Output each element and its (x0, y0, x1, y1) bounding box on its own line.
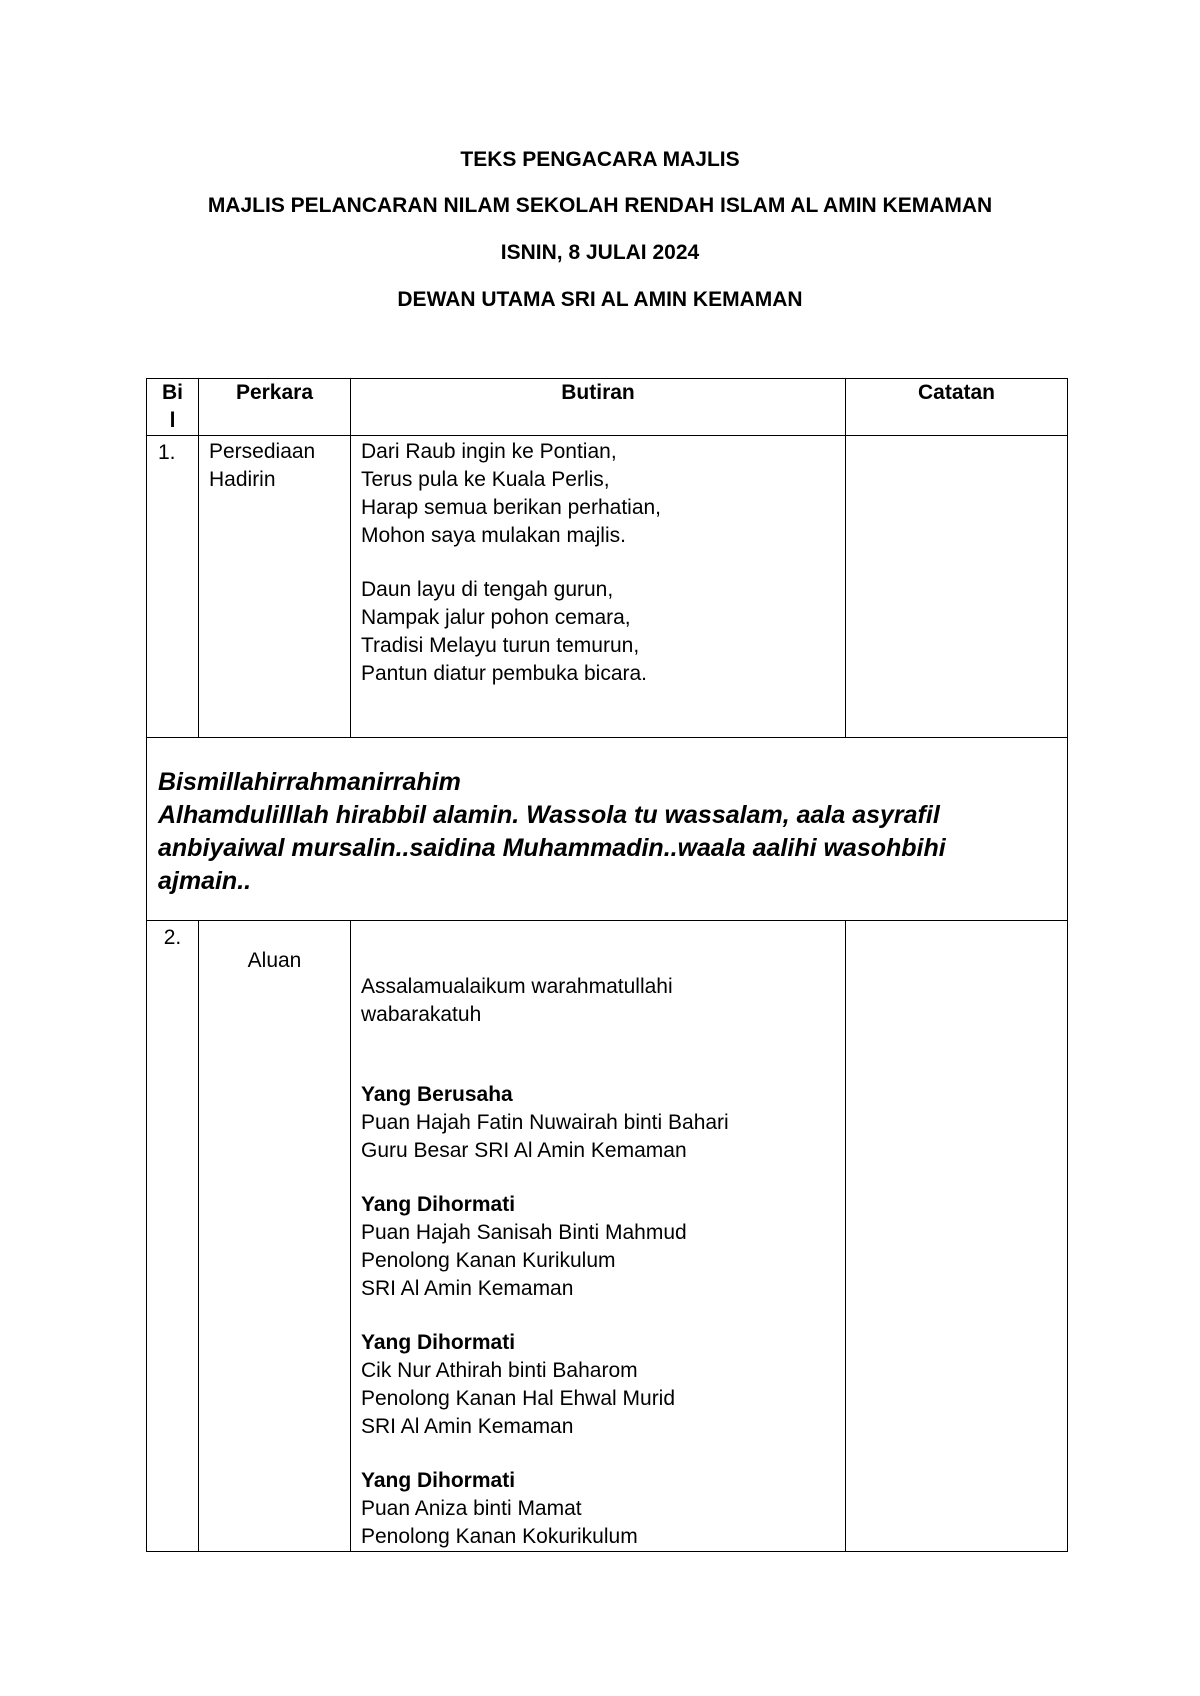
bismillah-title: Bismillahirrahmanirrahim (158, 768, 461, 796)
guest-entry: Yang Dihormati Cik Nur Athirah binti Baharom Penolong Kanan Hal Ehwal Murid SRI Al Amin Kemaman (361, 1331, 676, 1438)
table-row (147, 921, 1068, 1552)
col-header-catatan: Catatan (846, 379, 1068, 436)
col-header-perkara: Perkara (199, 379, 351, 436)
bismillah-line: ajmain.. (158, 867, 252, 895)
bismillah-row (147, 738, 1068, 921)
row-butiran (351, 436, 846, 738)
salam-line: Assalamualaikum warahmatullahi (361, 975, 673, 998)
guest-entry: Yang Dihormati Puan Aniza binti Mamat Penolong Kanan Kokurikulum (361, 1469, 638, 1548)
event-name: MAJLIS PELANCARAN NILAM SEKOLAH RENDAH ISLAM AL AMIN KEMAMAN (207, 194, 993, 217)
doc-title: TEKS PENGACARA MAJLIS (460, 148, 740, 171)
table-header-row (147, 379, 1068, 436)
guest-entry: Yang Berusaha Puan Hajah Fatin Nuwairah binti Bahari Guru Besar SRI Al Amin Kemaman (361, 1083, 729, 1162)
guest-entry: Yang Dihormati Puan Hajah Sanisah Binti Mahmud Penolong Kanan Kurikulum SRI Al Amin Kemaman (361, 1193, 687, 1300)
row-number: 2. (147, 921, 199, 1552)
pantun-verse: Dari Raub ingin ke Pontian, Terus pula ke Kuala Perlis, Harap semua berikan perhatian, Mohon saya mulakan majlis. (361, 440, 662, 547)
col-header-butiran: Butiran (351, 379, 846, 436)
bismillah-cell (147, 738, 1068, 921)
agenda-table (146, 378, 1068, 1552)
row-number: 1. (147, 436, 199, 738)
row-butiran (351, 921, 846, 1552)
pantun-verse: Daun layu di tengah gurun, Nampak jalur pohon cemara, Tradisi Melayu turun temurun, Pantun diatur pembuka bicara. (361, 578, 648, 685)
row-catatan (846, 921, 1068, 1552)
salam-line: wabarakatuh (361, 1003, 482, 1026)
event-date: ISNIN, 8 JULAI 2024 (500, 241, 700, 264)
bismillah-line: Alhamdulilllah hirabbil alamin. Wassola tu wassalam, aala asyrafil (158, 801, 940, 829)
bismillah-line: anbiyaiwal mursalin..saidina Muhammadin..waala aalihi wasohbihi (158, 834, 946, 862)
event-venue: DEWAN UTAMA SRI AL AMIN KEMAMAN (397, 288, 803, 311)
row-perkara: Persediaan Hadirin (199, 436, 351, 738)
row-catatan (846, 436, 1068, 738)
row-perkara: Aluan (199, 921, 351, 1552)
col-header-bil: Bi l (147, 379, 199, 436)
table-row (147, 436, 1068, 738)
